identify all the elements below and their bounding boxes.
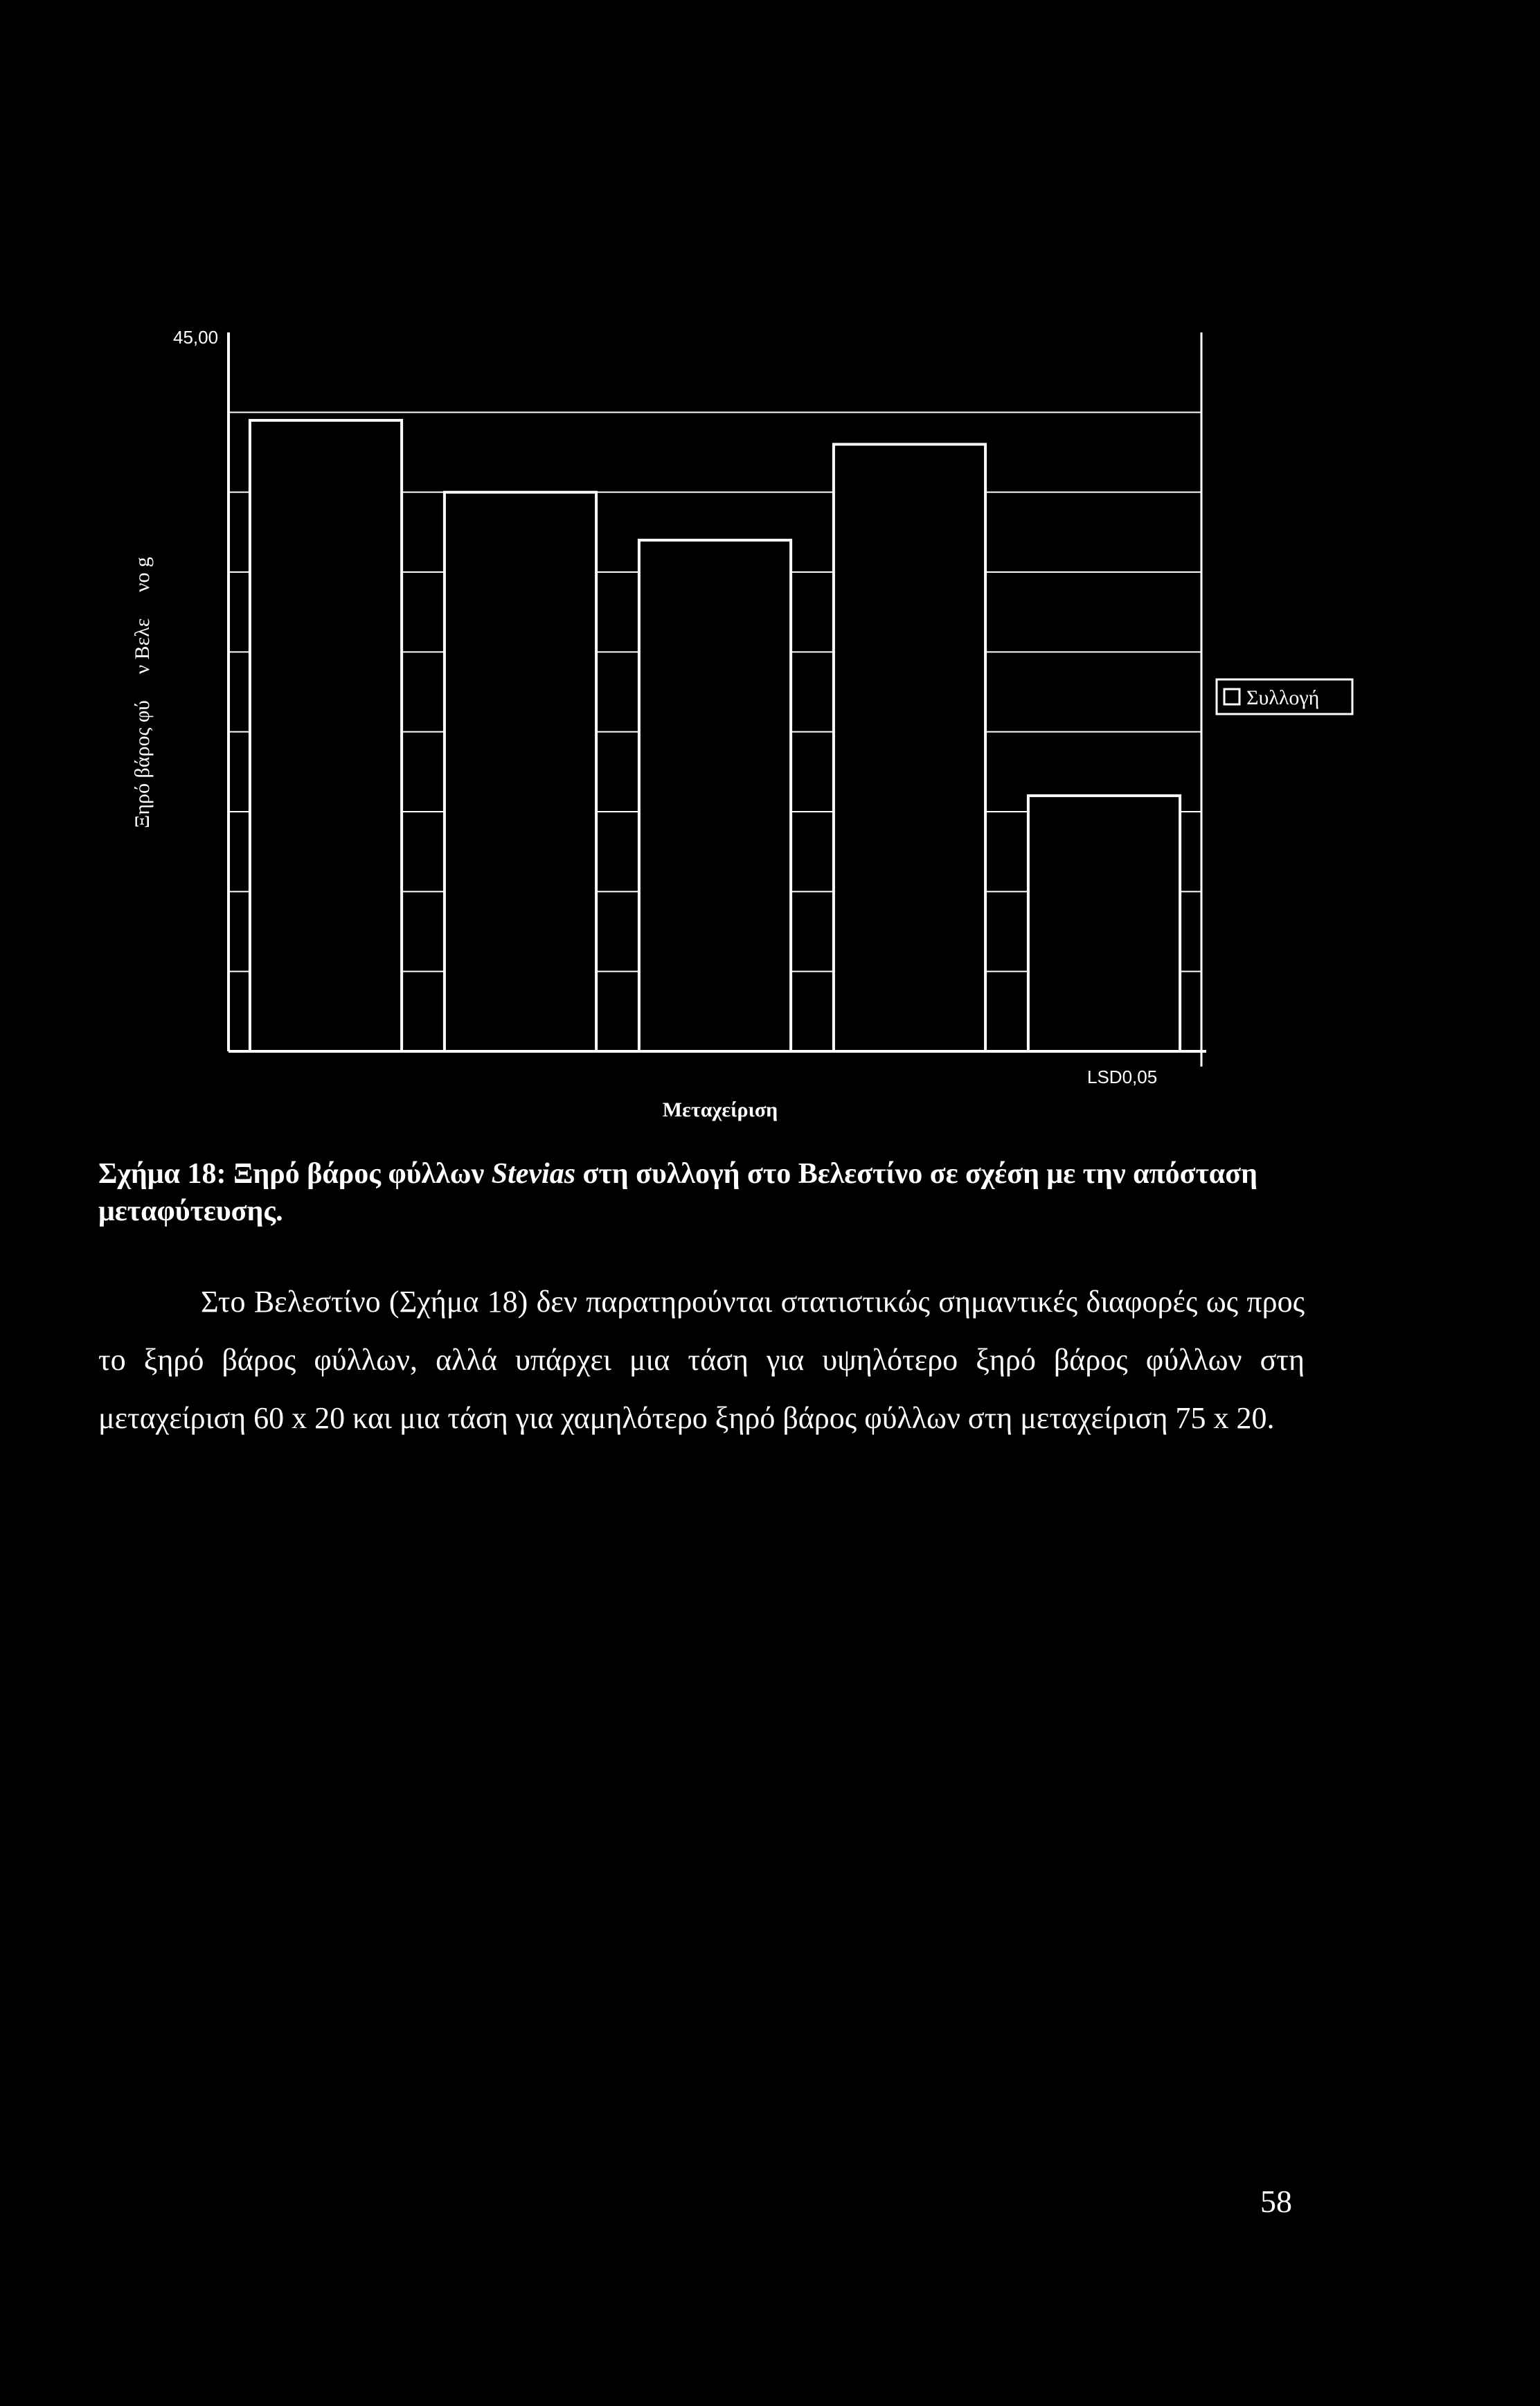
bar-2 [445,492,596,1051]
y-axis-label: Ξηρό βάρος φύ ν Βελε νο g [131,557,154,828]
caption-italic-species: Stevias [491,1158,576,1190]
body-paragraph: Στο Βελεστίνο (Σχήμα 18) δεν παρατηρούνται στατιστικώς σημαντικές διαφορές ως προς το ξηρό βάρος φύλλων, αλλά υπάρχει μια τάση για υψηλότερο ξηρό βάρος φύλλων στη μεταχείριση 60 x 20 και μια τάση για χαμηλότερο ξηρό βάρος φύλλων στη μεταχείριση 75 x 20. [98,1285,1305,1435]
caption-prefix: Σχήμα 18: Ξηρό βάρος φύλλων [98,1158,485,1190]
bar-3 [639,540,791,1051]
bar-chart [0,0,1540,1136]
body-paragraph-block [98,1273,1305,1447]
legend-entry: Συλλογή [1246,686,1320,709]
caption-suffix: στη συλλογή στο Βελεστίνο σε σχέση με την απόσταση μεταφύτευσης. [98,1158,1257,1227]
bar-1 [250,420,402,1051]
legend [1217,679,1352,714]
figure-caption [98,1155,1414,1230]
lsd-annotation: LSD0,05 [1087,1067,1158,1087]
legend-swatch [1224,689,1239,704]
bar-5 [1028,796,1180,1051]
x-axis-label: Μεταχείριση [662,1098,778,1121]
y-tick-label: 45,00 [173,327,219,348]
bars [250,420,1180,1051]
page-number: 58 [1260,2184,1292,2219]
bar-4 [834,445,985,1052]
